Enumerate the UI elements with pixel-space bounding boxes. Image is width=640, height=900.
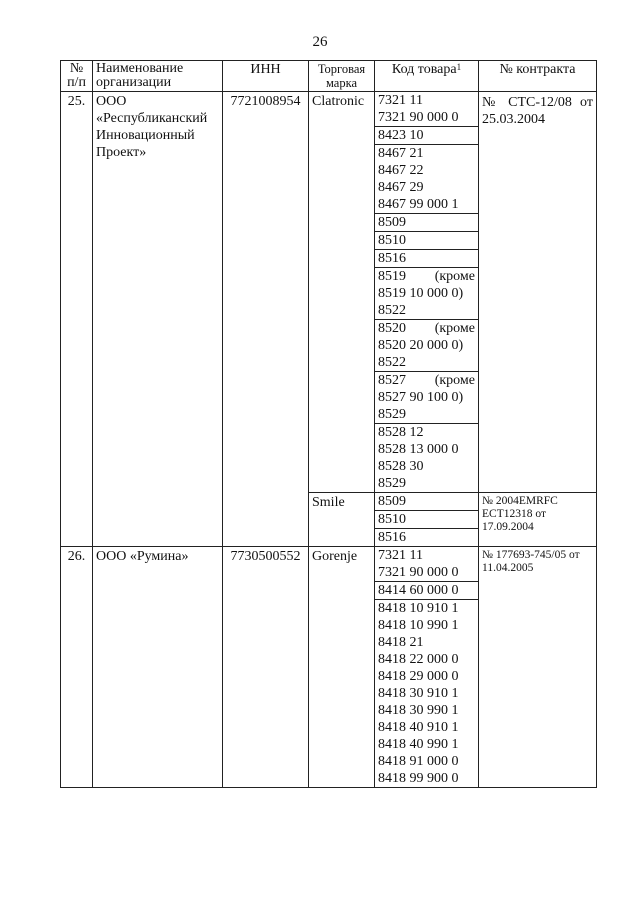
code-line: 7321 11 (378, 93, 423, 108)
code-line: 8529 (378, 407, 406, 422)
code-group (375, 599, 478, 787)
contract-number: № СТС-12/08 от 25.03.2004 (479, 92, 597, 493)
page-number: 26 (312, 34, 328, 50)
code-line: 8519 10 000 0) (378, 286, 464, 301)
code-line: 8418 21 (378, 635, 424, 650)
code-line: 8418 10 910 1 (378, 601, 459, 616)
code-line: 8529 (378, 476, 406, 491)
code-line: 7321 90 000 0 (378, 110, 459, 125)
code-group (375, 213, 478, 231)
code-line: 8418 40 990 1 (378, 737, 459, 752)
row-number: 25. (61, 92, 93, 547)
code-line: 8520 20 000 0) (378, 338, 464, 353)
code-line: 8516 (378, 530, 406, 545)
code-line: 8418 40 910 1 (378, 720, 459, 735)
table-row (61, 547, 597, 788)
product-codes (375, 547, 479, 788)
code-group (375, 231, 478, 249)
header-num: № п/п (61, 61, 93, 92)
code-line: 8467 22 (378, 163, 424, 178)
code-group (375, 319, 478, 371)
code-line: 8467 21 (378, 146, 424, 161)
code-line-except: 8519 (кроме (378, 269, 475, 284)
code-group (375, 249, 478, 267)
code-line: 8527 90 100 0) (378, 390, 464, 405)
code-group (375, 92, 478, 126)
code-line: 8418 29 000 0 (378, 669, 459, 684)
header-organization: Наименование организации (93, 61, 223, 92)
table-row (61, 92, 597, 493)
code-group (375, 528, 478, 546)
code-line: 8467 99 000 1 (378, 197, 459, 212)
code-line: 7321 11 (378, 548, 423, 563)
code-line: 8418 22 000 0 (378, 652, 459, 667)
code-line: 8528 13 000 0 (378, 442, 459, 457)
organization-name: ООО «Румина» (93, 547, 223, 788)
brand-name: Gorenje (309, 547, 375, 788)
code-line: 8528 12 (378, 425, 424, 440)
code-group (375, 581, 478, 599)
code-group (375, 371, 478, 423)
code-group (375, 126, 478, 144)
code-group (375, 547, 478, 581)
inn-value: 7730500552 (223, 547, 309, 788)
product-codes (375, 92, 479, 493)
product-codes (375, 493, 479, 547)
contract-number: № 2004EMRFC ECT12318 от 17.09.2004 (479, 493, 597, 547)
code-group (375, 423, 478, 492)
code-line: 8522 (378, 303, 406, 318)
code-line: 8510 (378, 512, 406, 527)
code-line: 7321 90 000 0 (378, 565, 459, 580)
code-line: 8418 30 990 1 (378, 703, 459, 718)
row-number: 26. (61, 547, 93, 788)
goods-table (60, 60, 597, 788)
header-contract: № контракта (479, 61, 597, 92)
code-group (375, 144, 478, 213)
organization-name: ООО «Республиканский Инновационный Проект» (93, 92, 223, 547)
code-line: 8414 60 000 0 (378, 583, 459, 598)
code-line: 8418 91 000 0 (378, 754, 459, 769)
code-line: 8423 10 (378, 128, 424, 143)
code-group (375, 510, 478, 528)
table-header-row (61, 61, 597, 92)
code-line-except: 8527 (кроме (378, 373, 475, 388)
header-inn: ИНН (223, 61, 309, 92)
code-line: 8418 30 910 1 (378, 686, 459, 701)
code-line: 8467 29 (378, 180, 424, 195)
code-line: 8509 (378, 215, 406, 230)
contract-number: № 177693-745/05 от 11.04.2005 (479, 547, 597, 788)
code-group (375, 267, 478, 319)
code-line: 8418 10 990 1 (378, 618, 459, 633)
code-line: 8516 (378, 251, 406, 266)
code-line: 8510 (378, 233, 406, 248)
code-line: 8522 (378, 355, 406, 370)
header-brand: Торговая марка (309, 61, 375, 92)
brand-name: Smile (309, 493, 375, 547)
code-line: 8418 99 900 0 (378, 771, 459, 786)
inn-value: 7721008954 (223, 92, 309, 547)
code-group (375, 493, 478, 510)
brand-name: Clatronic (309, 92, 375, 493)
code-line: 8528 30 (378, 459, 424, 474)
code-line-except: 8520 (кроме (378, 321, 475, 336)
header-code: Код товара$^1$ (375, 61, 479, 92)
code-line: 8509 (378, 494, 406, 509)
